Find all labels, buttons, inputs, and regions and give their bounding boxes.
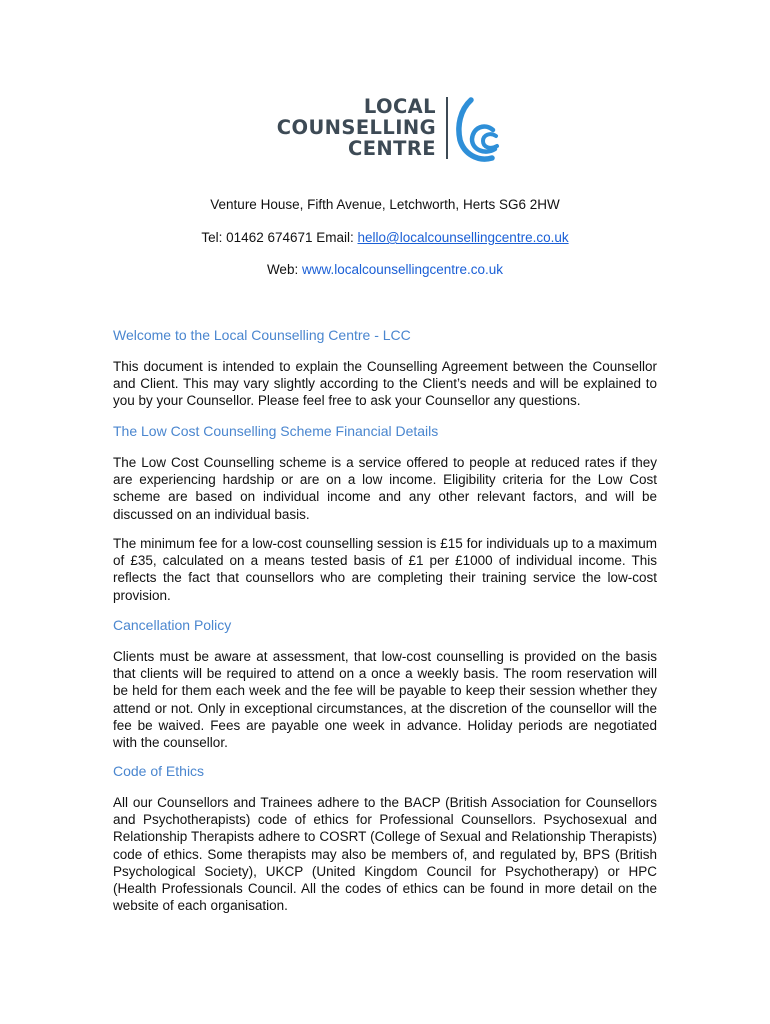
lcc-logo: [268, 94, 508, 164]
tel-email-label: Tel: 01462 674671 Email:: [201, 230, 358, 245]
address-line: Venture House, Fifth Avenue, Letchworth, Herts SG6 2HW: [210, 197, 560, 212]
website-link[interactable]: www.localcounsellingcentre.co.uk: [301, 262, 504, 277]
lcc-swirl-icon: [454, 96, 506, 162]
cancellation-heading: Cancellation Policy: [113, 617, 232, 633]
logo-wordmark: [277, 96, 436, 159]
logo-divider: [446, 97, 448, 159]
ethics-heading: Code of Ethics: [113, 763, 205, 779]
web-label: Web:: [266, 262, 302, 277]
email-link[interactable]: hello@localcounsellingcentre.co.uk: [357, 230, 569, 245]
contact-line: [0, 230, 770, 245]
low-cost-paragraph-1: The Low Cost Counselling scheme is a service offered to people at reduced rates if they are experiencing hardship or are on a low income. Eligibility criteria for the Low Cost scheme are based on individual income and any other relevant factors, and will be discussed on an individual basis.: [113, 455, 657, 522]
welcome-heading: Welcome to the Local Counselling Centre - LCC: [113, 327, 411, 343]
logo-line-centre: CENTRE: [348, 137, 436, 160]
low-cost-heading: The Low Cost Counselling Scheme Financial Details: [113, 423, 439, 439]
ethics-paragraph: All our Counsellors and Trainees adhere to the BACP (British Association for Counsellors and Psychotherapists) code of ethics for Professional Counsellors. Psychosexual and Relationship Therapists adhere to COSRT (College of Sexual and Relationship Therapists) code of ethics. Some therapists may also be members of, and regulated by, BPS (British Psychological Society), UKCP (United Kingdom Council for Psychotherapy) or HPC (Health Professionals Council. All the codes of ethics can be found in more detail on the website of each organisation.: [113, 795, 657, 914]
logo-line-counselling: COUNSELLING: [276, 116, 436, 139]
welcome-paragraph: This document is intended to explain the Counselling Agreement between the Counsellor and Client. This may vary slightly according to the Client’s needs and will be explained to you by your Counsellor. Please feel free to ask your Counsellor any questions.: [113, 359, 657, 409]
cancellation-paragraph: Clients must be aware at assessment, that low-cost counselling is provided on the basis that clients will be required to attend on a once a weekly basis. The room reservation will be held for them each week and the fee will be payable to keep their session whether they attend or not. Only in exceptional circumstances, at the discretion of the counsellor will the fee be waived. Fees are payable one week in advance. Holiday periods are negotiated with the counsellor.: [113, 649, 657, 751]
low-cost-paragraph-2: The minimum fee for a low-cost counselling session is £15 for individuals up to a maximum of £35, calculated on a means tested basis of £1 per £1000 of individual income. This reflects the fact that counsellors who are completing their training service the low-cost provision.: [113, 536, 657, 603]
web-line: [0, 262, 770, 277]
logo-line-local: LOCAL: [363, 95, 436, 118]
